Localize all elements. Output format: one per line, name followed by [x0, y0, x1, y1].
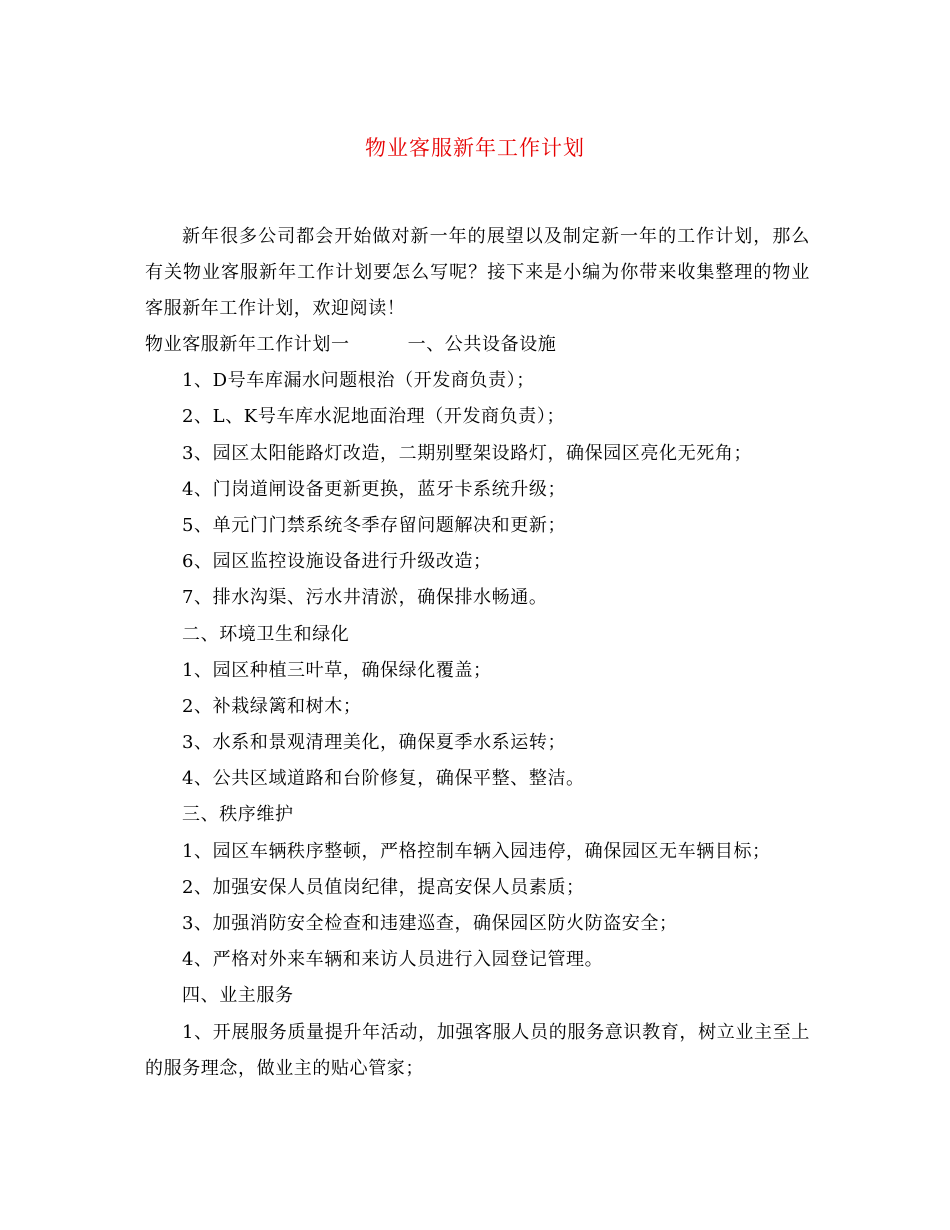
plan-heading: 物业客服新年工作计划一 — [145, 334, 350, 355]
list-item: 6、园区监控设施设备进行升级改造； — [182, 551, 492, 573]
list-item: 1、园区种植三叶草，确保绿化覆盖； — [182, 659, 492, 681]
list-item: 2、L、K号车库水泥地面治理（开发商负责）； — [182, 406, 566, 428]
list-item: 2、补栽绿篱和树木； — [182, 695, 362, 717]
list-item: 1、D号车库漏水问题根治（开发商负责）； — [182, 370, 535, 392]
list-item: 4、门岗道闸设备更新更换，蓝牙卡系统升级； — [182, 478, 567, 500]
list-item: 3、水系和景观清理美化，确保夏季水系运转； — [182, 732, 567, 754]
list-item: 4、严格对外来车辆和来访人员进行入园登记管理。 — [182, 949, 604, 971]
section-heading-3: 三、秩序维护 — [182, 804, 294, 826]
section-heading-1: 一、公共设备设施 — [407, 334, 557, 355]
list-item: 3、园区太阳能路灯改造，二期别墅架设路灯，确保园区亮化无死角； — [182, 442, 753, 464]
list-item: 7、排水沟渠、污水井清淤，确保排水畅通。 — [182, 587, 548, 609]
list-item: 3、加强消防安全检查和违建巡查，确保园区防火防盗安全； — [182, 913, 678, 934]
document-body — [145, 327, 825, 1087]
list-item: 2、加强安保人员值岗纪律，提高安保人员素质； — [182, 876, 585, 898]
list-item: 5、单元门门禁系统冬季存留问题解决和更新； — [182, 514, 567, 536]
section-heading-2: 二、环境卫生和绿化 — [182, 623, 350, 645]
list-item: 1、园区车辆秩序整顿，严格控制车辆入园违停，确保园区无车辆目标； — [182, 840, 771, 862]
list-item: 4、公共区域道路和台阶修复，确保平整、整洁。 — [182, 768, 585, 790]
plan-heading-line — [145, 327, 825, 363]
list-item: 1、开展服务质量提升年活动，加强客服人员的服务意识教育，树立业主至上的服务理念，做业主的贴心管家； — [145, 1021, 810, 1079]
section-heading-4: 四、业主服务 — [182, 985, 294, 1007]
intro-paragraph: 新年很多公司都会开始做对新一年的展望以及制定新一年的工作计划，那么有关物业客服新年工作计划要怎么写呢？接下来是小编为你带来收集整理的物业客服新年工作计划，欢迎阅读！ — [145, 226, 810, 319]
document-title: 物业客服新年工作计划 — [365, 136, 585, 160]
